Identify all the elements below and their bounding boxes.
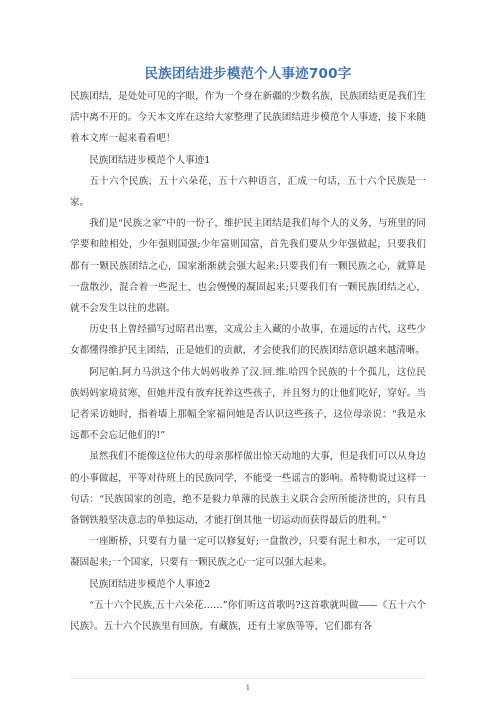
body-paragraph: 五十六个民族，五十六朵花，五十六种语言，汇成一句话，五十六个民族是一家。 (70, 175, 426, 209)
body-paragraph: 阿尼帕.阿力马洪这个伟大妈妈收养了汉.回.维.哈四个民族的十个孤儿，这位民族妈妈家境贫寒，但她并没有放弃抚养这些孩子，并且努力的让他们吃好，穿好。当记者采访她时，指着墙上那幅全家福问她是否认识这些孩子，这位母亲说：“我是永远都不会忘记他们的!” (70, 366, 426, 442)
section-heading-1: 民族团结进步模范个人事迹1 (89, 154, 211, 166)
intro-paragraph: 民族团结，是处处可见的字眼，作为一个身在新疆的少数名族，民族团结更是我们生活中离不开的。今天本文库在这给大家整理了民族团结进步模范个人事迹，接下来随着本文库一起来看看吧！ (70, 91, 426, 145)
body-paragraph: “五十六个民族,五十六朵花……”你们听这首歌吗?这首歌就叫做——《五十六个民族》。五十六个民族里有回族，有藏族，还有土家族等等，它们都有各 (70, 599, 426, 633)
section-heading-2: 民族团结进步模范个人事迹2 (89, 578, 211, 590)
body-paragraph: 历史书上曾经描写过昭君出塞，文成公主入藏的小故事，在遥远的古代，这些少女都懂得维护民主团结，正是她们的贡献，才会使我们的民族团结意识越来越清晰。 (70, 324, 426, 357)
footer-divider (70, 678, 426, 679)
body-paragraph: 一座断桥，只要有力量一定可以修复好;一盘散沙，只要有泥土和水，一定可以凝固起来;一个国家，只要有一颗民族之心一定可以强大起来。 (70, 536, 426, 569)
page-number: 1 (245, 684, 251, 692)
body-paragraph: 我们是“民族之家”中的一份子，维护民主团结是我们每个人的义务，与班里的同学要和睦相处，少年强则国强;少年富则国富，首先我们要从少年强做起，只要我们都有一颗民族团结之心，国家渐渐就会强大起来;只要我们有一颗民族之心，就算是一盘散沙，混合着一些泥土，也会慢慢的凝固起来;只要我们有一颗民族团结之心，就不会发生以往的悲剧。 (70, 218, 426, 315)
document-title: 民族团结进步模范个人事迹700字 (144, 66, 352, 82)
body-paragraph: 虽然我们不能像这位伟大的母亲那样做出惊天动地的大事，但是我们可以从身边的小事做起，平等对待班上的民族同学，不能受一些谣言的影响。希特勒说过这样一句话：“民族国家的创造，绝不是毅力单薄的民族主义联合会所所能济世的，只有具备钢铁般坚决意志的单独运动，才能打倒其他一切运动而获得最后的胜利。” (70, 451, 426, 527)
document-body (70, 86, 426, 637)
